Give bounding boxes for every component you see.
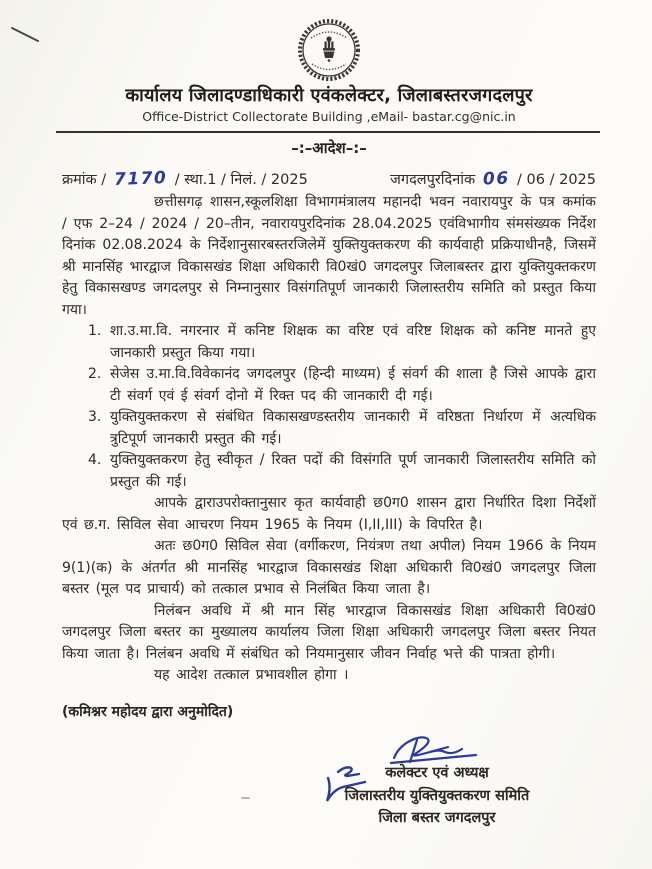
list-item: [88, 450, 596, 493]
list-item-text: युक्तियुक्तकरण हेतु स्वीकृत / रिक्त पदों की विसंगति पूर्ण जानकारी जिलास्तरीय समिति को प्रस्तुत की गई।: [110, 452, 596, 490]
list-item-text: शा.उ.मा.वि. नगरनार में कनिष्ट शिक्षक का वरिष्ट एवं वरिष्ट शिक्षक को कनिष्ट मानते हुए जानकारी प्रस्तुत किया गया।: [110, 323, 596, 361]
list-item: [88, 407, 596, 450]
header-divider: [56, 131, 600, 133]
signatory-committee: जिलास्तरीय युक्तियुक्तकरण समिति: [344, 787, 530, 804]
office-subtitle: Office-District Collectorate Building ,eMail- bastar.cg@nic.in: [142, 109, 516, 124]
commissioner-approval-note: (कमिश्नर महोदय द्वारा अनुमोदित): [62, 703, 234, 720]
office-title: कार्यालय जिलादण्डाधिकारी एवंकलेक्टर, जिलाबस्तरजगदलपुर: [125, 85, 533, 106]
place-date-prefix: जगदलपुरदिनांक: [390, 172, 476, 188]
discrepancy-list: [62, 321, 596, 493]
list-item-text: सेजेस उ.मा.वि.विवेकानंद जगदलपुर (हिन्दी माध्यम) ई संवर्ग की शाला है जिसे आपके द्वारा टी संवर्ग एवं ई संवर्ग दोनो में रिक्त पद की जानकारी दी गई।: [110, 366, 596, 404]
paragraph-violation: आपके द्वाराउपरोक्तानुसार कृत कार्यवाही छ0ग0 शासन द्वारा निर्धारित दिशा निर्देशों एवं छ.ग. सिविल सेवा आचरण नियम 1965 के नियम (I,II,III) के विपरित है।: [62, 495, 596, 533]
reference-number: [62, 167, 308, 192]
date-day-handwritten: 06: [482, 168, 510, 190]
reference-suffix: / स्था.1 / निलं. / 2025: [174, 172, 308, 188]
list-item: [88, 321, 596, 364]
paragraph-suspension: अतः छ0ग0 सिविल सेवा (वर्गीकरण, नियंत्रण तथा अपील) नियम 1966 के नियम 9(1)(क) के अंतर्गत श्री मानसिंह भारद्वाज विकासखंड शिक्षा अधिकारी वि0खं0 जगदलपुर जिला बस्तर (मूल पद प्राचार्य) को तत्काल प्रभाव से निलंबित किया जाता है।: [62, 538, 596, 597]
place-date: [390, 167, 596, 192]
list-item-number: 4.: [88, 452, 102, 468]
list-item-number: 3.: [88, 409, 102, 425]
reference-prefix: क्रमांक /: [62, 172, 107, 188]
reference-number-handwritten: 7170: [113, 168, 168, 190]
ashoka-state-seal-icon: [297, 18, 361, 82]
signatory-designation: कलेक्टर एवं अध्यक्ष: [385, 765, 489, 781]
paragraph-subject: छत्तीसगढ़ शासन,स्कूलशिक्षा विभागमंत्रालय महानदी भवन नवारायपुर के पत्र कमांक / एफ 2–24 / 2024 / 20–तीन, नवारायपुरदिनांक 28.04.2025 एवंविभागीय संमसंख्यक निर्देश दिनांक 02.08.2024 के निर्देशानुसारबस्तरजिलेमें युक्तियुक्तकरण की कार्यवाही प्रक्रियाधीनहै, जिसमें श्री मानसिंह भारद्वाज विकासखंड शिक्षा अधिकारी वि0खं0 जगदलपुर जिलाबस्तर द्वारा युक्तियुक्तकरण हेतु विकासखण्ड जगदलपुर से निम्नानुसार विसंगतिपूर्ण जानकारी जिलास्तरीय समिति को प्रस्तुत किया गया।: [62, 194, 596, 318]
emblem-container: [62, 18, 596, 84]
order-heading: –:–आदेश–:–: [291, 139, 367, 157]
paragraph-effective: यह आदेश तत्काल प्रभावशील होगा ।: [154, 667, 349, 683]
list-item-text: युक्तियुक्तकरण से संबंधित विकासखण्डस्तरीय जानकारी में वरिष्ठता निर्धारण में अत्यधिक त्रुटिपूर्ण जानकारी प्रस्तुत की गई।: [110, 409, 596, 447]
scan-speck: [241, 797, 250, 799]
signatory-district: जिला बस्तर जगदलपुर: [378, 810, 496, 826]
stray-pen-mark: [10, 25, 44, 45]
signature-block: [312, 762, 562, 830]
date-rest: / 06 / 2025: [517, 172, 596, 188]
reference-row: [62, 167, 596, 192]
list-item: [88, 364, 596, 407]
list-item-number: 1.: [88, 323, 102, 339]
paragraph-headquarters: निलंबन अवधि में श्री मान सिंह भारद्वाज विकासखंड शिक्षा अधिकारी वि0खं0 जगदलपुर जिला बस्तर का मुख्यालय कार्यालय जिला शिक्षा अधिकारी जगदलपुर जिला बस्तर नियत किया जाता है। निलंबन अवधि में संबंधित को नियमानुसार जीवन निर्वाह भत्ते की पात्रता होगी।: [62, 602, 596, 662]
list-item-number: 2.: [88, 366, 102, 382]
